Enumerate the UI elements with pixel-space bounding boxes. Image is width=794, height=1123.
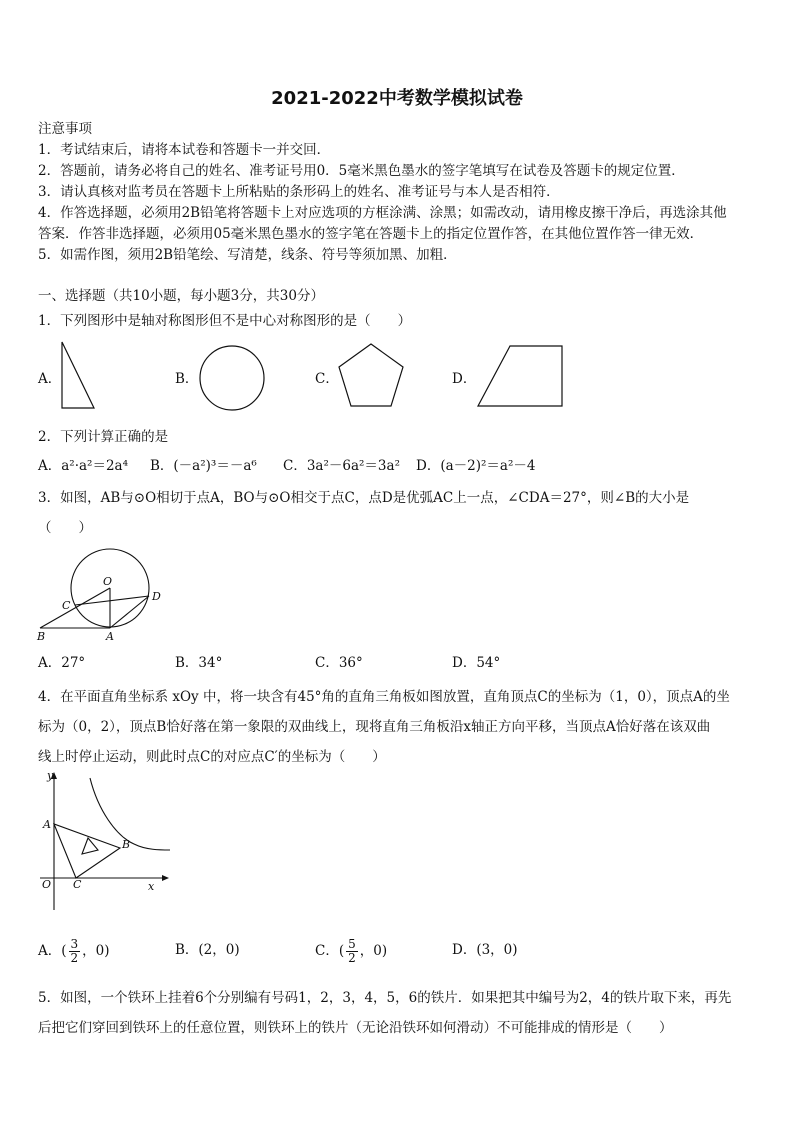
page-title: 2021-2022中考数学模拟试卷 bbox=[271, 88, 523, 109]
q4-stem: 4．在平面直角坐标系 xOy 中，将一块含有45°角的直角三角板如图放置，直角顶点C的坐标为（1，0），顶点A的坐 bbox=[38, 689, 730, 705]
notice-item: 5．如需作图，须用2B铅笔绘、写清楚，线条、符号等须加黑、加粗． bbox=[38, 247, 457, 263]
q4-label-y: y bbox=[47, 769, 54, 782]
q2-stem: 2．下列计算正确的是 bbox=[38, 429, 169, 445]
q4-option-c-prefix: C．( bbox=[315, 943, 345, 959]
q4-option-a-suffix: ，0) bbox=[82, 943, 110, 959]
q1-figure-pentagon bbox=[336, 342, 406, 410]
q3-label-c: C bbox=[62, 599, 71, 612]
q3-figure-circle-tangent bbox=[36, 548, 170, 642]
denominator: 2 bbox=[348, 951, 356, 965]
notice-item: 2．答题前，请务必将自己的姓名、准考证号用0．5毫米黑色墨水的签字笔填写在试卷及答题卡的规定位置． bbox=[38, 163, 685, 179]
q3-label-d: D bbox=[152, 590, 161, 603]
q3-option-b[interactable]: B．34° bbox=[175, 655, 223, 671]
q4-label-a: A bbox=[43, 818, 51, 831]
q1-figure-trapezoid bbox=[474, 344, 566, 410]
q4-option-c[interactable] bbox=[315, 938, 387, 965]
notice-item: 1．考试结束后，请将本试卷和答题卡一并交回． bbox=[38, 142, 331, 158]
q4-option-a-prefix: A．( bbox=[38, 943, 67, 959]
q2-option-b[interactable]: B．(－a²)³＝－a⁶ bbox=[150, 458, 257, 474]
q1-option-a[interactable]: A． bbox=[38, 371, 62, 387]
q4-label-o: O bbox=[42, 878, 52, 891]
q4-label-x: x bbox=[148, 880, 155, 893]
q2-option-d[interactable]: D．(a－2)²＝a²－4 bbox=[416, 458, 536, 474]
numerator: 3 bbox=[70, 937, 79, 951]
q5-stem: 后把它们穿回到铁环上的任意位置，则铁环上的铁片（无论沿铁环如何滑动）不可能排成的情形是（ ） bbox=[38, 1020, 673, 1036]
q3-option-d[interactable]: D．54° bbox=[452, 655, 501, 671]
q3-label-b: B bbox=[37, 630, 46, 643]
q4-option-c-suffix: ，0) bbox=[359, 943, 388, 959]
q3-label-o: O bbox=[103, 575, 113, 588]
q1-option-b[interactable]: B． bbox=[175, 371, 199, 387]
q1-figure-circle bbox=[198, 344, 266, 412]
q4-option-a-fraction bbox=[69, 938, 81, 965]
q4-figure-coordinate-plane bbox=[36, 770, 176, 912]
q3-option-c[interactable]: C．36° bbox=[315, 655, 363, 671]
q3-stem: 3．如图，AB与⊙O相切于点A，BO与⊙O相交于点C，点D是优弧AC上一点，∠CDA＝27°，则∠B的大小是 bbox=[38, 490, 690, 506]
q5-stem: 5．如图，一个铁环上挂着6个分别编有号码1，2，3，4，5，6的铁片．如果把其中编号为2，4的铁片取下来，再先 bbox=[38, 990, 732, 1006]
notice-heading: 注意事项 bbox=[38, 121, 92, 137]
q2-option-c[interactable]: C．3a²－6a²＝3a² bbox=[283, 458, 400, 474]
notice-item: 4．作答选择题，必须用2B铅笔将答题卡上对应选项的方框涂满、涂黑；如需改动，请用橡皮擦干净后，再选涂其他 bbox=[38, 205, 727, 221]
q1-stem: 1．下列图形中是轴对称图形但不是中心对称图形的是（ ） bbox=[38, 313, 412, 329]
q4-option-d[interactable]: D．(3，0) bbox=[452, 942, 518, 958]
notice-item: 答案．作答非选择题，必须用05毫米黑色墨水的签字笔在答题卡上的指定位置作答，在其他位置作答一律无效． bbox=[38, 226, 704, 242]
q1-option-d[interactable]: D． bbox=[452, 371, 477, 387]
numerator: 5 bbox=[348, 937, 356, 951]
q2-option-a[interactable]: A．a²·a²＝2a⁴ bbox=[38, 458, 129, 474]
q4-option-a[interactable] bbox=[38, 938, 110, 965]
q3-option-a[interactable]: A．27° bbox=[38, 655, 86, 671]
notice-item: 3．请认真核对监考员在答题卡上所粘贴的条形码上的姓名、准考证号与本人是否相符． bbox=[38, 184, 560, 200]
q4-stem: 标为（0，2），顶点B恰好落在第一象限的双曲线上，现将直角三角板沿x轴正方向平移，当顶点A恰好落在该双曲 bbox=[38, 719, 711, 735]
denominator: 2 bbox=[70, 951, 79, 965]
q4-label-b: B bbox=[122, 838, 131, 851]
section-heading: 一、选择题（共10小题，每小题3分，共30分） bbox=[38, 288, 324, 304]
q4-label-c: C bbox=[73, 878, 82, 891]
q3-label-a: A bbox=[106, 630, 114, 643]
q3-stem-paren: （ ） bbox=[38, 520, 92, 536]
q4-option-c-fraction bbox=[346, 938, 358, 965]
q1-figure-right-triangle bbox=[56, 340, 100, 412]
q4-stem: 线上时停止运动，则此时点C的对应点C′的坐标为（ ） bbox=[38, 749, 386, 765]
q4-option-b[interactable]: B．(2，0) bbox=[175, 942, 240, 958]
q1-option-c[interactable]: C． bbox=[315, 371, 339, 387]
